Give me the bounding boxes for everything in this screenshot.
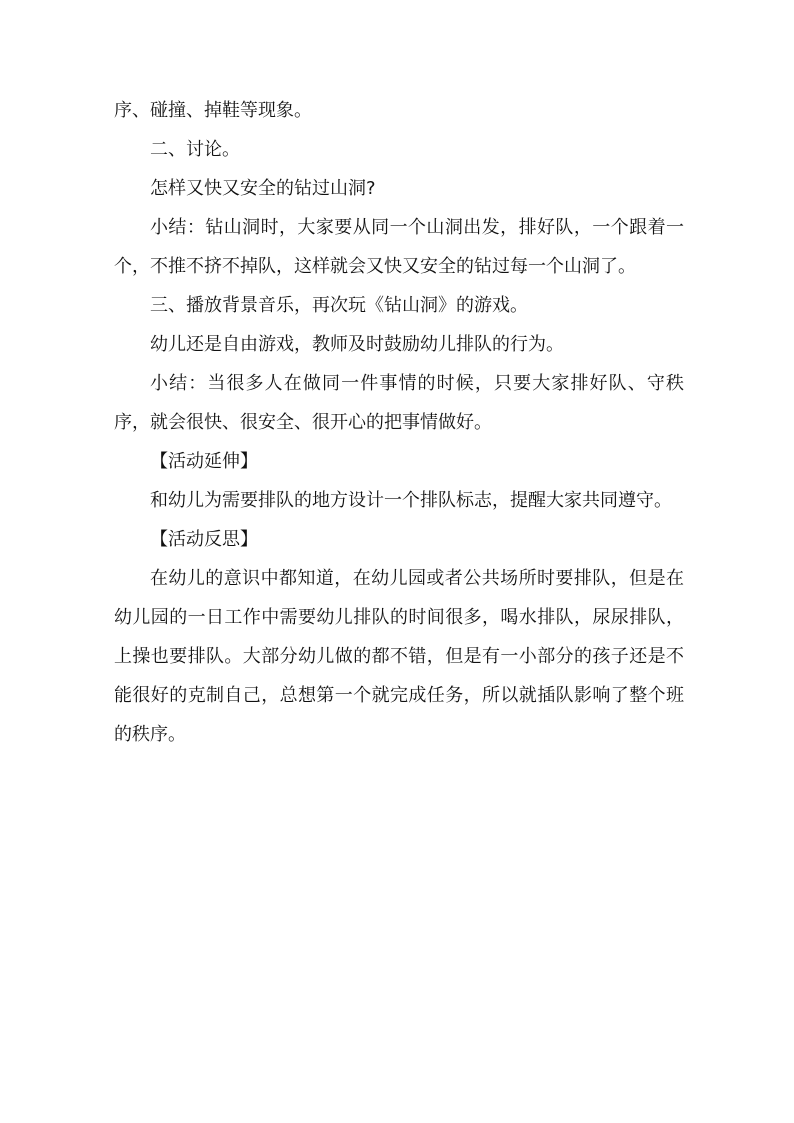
summary-paragraph-2: 小结：当很多人在做同一件事情的时候，只要大家排好队、守秩序，就会很快、很安全、很开心的把事情做好。 xyxy=(114,373,684,433)
reflection-paragraph: 在幼儿的意识中都知道，在幼儿园或者公共场所时要排队，但是在幼儿园的一日工作中需要幼儿排队的时间很多，喝水排队，尿尿排队，上操也要排队。大部分幼儿做的都不错，但是有一小部分的孩子还是不能很好的克制自己，总想第一个就完成任务，所以就插队影响了整个班的秩序。 xyxy=(114,568,684,745)
section-heading-music: 三、播放背景音乐，再次玩《钻山洞》的游戏。 xyxy=(150,295,528,316)
discussion-question: 怎样又快又安全的钻过山洞? xyxy=(150,178,376,199)
heading-activity-reflection: 【活动反思】 xyxy=(150,529,258,550)
summary-paragraph-1: 小结：钻山洞时，大家要从同一个山洞出发，排好队，一个跟着一个，不推不挤不掉队，这样就会又快又安全的钻过每一个山洞了。 xyxy=(114,217,684,277)
paragraph-continuation: 序、碰撞、掉鞋等现象。 xyxy=(114,100,312,121)
section-heading-discussion: 二、讨论。 xyxy=(150,139,240,160)
document-body xyxy=(114,91,684,754)
heading-activity-extension: 【活动延伸】 xyxy=(150,451,258,472)
extension-paragraph: 和幼儿为需要排队的地方设计一个排队标志，提醒大家共同遵守。 xyxy=(150,490,672,511)
free-play-paragraph: 幼儿还是自由游戏，教师及时鼓励幼儿排队的行为。 xyxy=(150,334,564,355)
